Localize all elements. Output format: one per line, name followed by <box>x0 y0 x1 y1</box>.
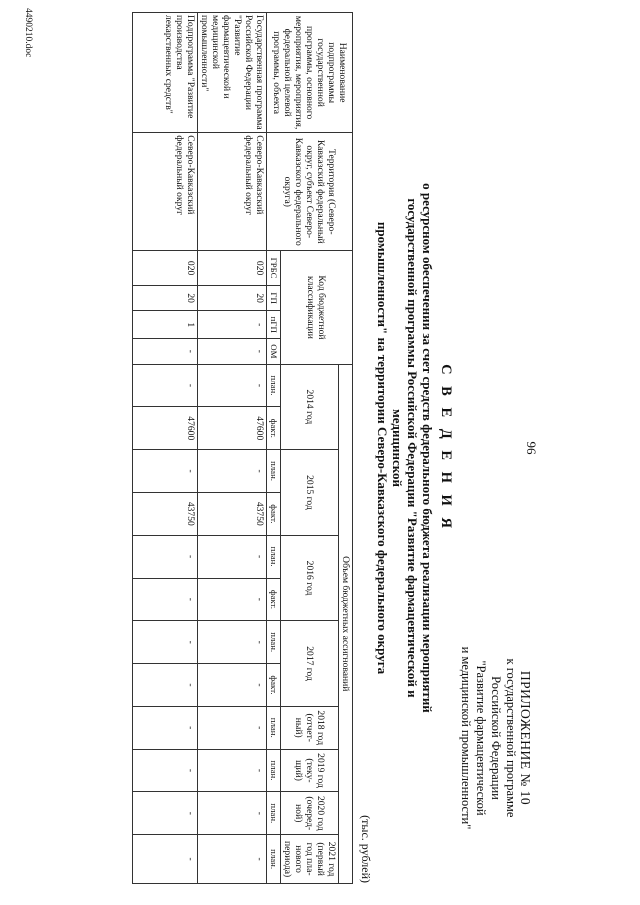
cell-2017-plan: - <box>198 621 267 664</box>
cell-gp: 20 <box>133 285 198 310</box>
cell-2018: - <box>133 706 198 749</box>
col-territory-header: Территория (Северо-Кавказский федеральный округ, субъект Северо-Кавказского федерального округа) <box>267 133 353 251</box>
plan-header: план. <box>267 450 281 493</box>
table-row <box>133 13 198 884</box>
cell-2018: - <box>198 706 267 749</box>
cell-2015-plan: - <box>198 450 267 493</box>
cell-2014-fact: 47600 <box>133 407 198 450</box>
plan-header: план. <box>267 835 281 884</box>
cell-2021: - <box>133 835 198 884</box>
appendix-heading: ПРИЛОЖЕНИЕ № 10 <box>518 670 533 806</box>
fact-header: факт. <box>267 492 281 535</box>
code-pgp-header: пГП <box>267 311 281 339</box>
cell-2016-plan: - <box>133 535 198 578</box>
appendix-line: к государственной программе <box>504 658 518 818</box>
plan-header: план. <box>267 706 281 749</box>
cell-2020: - <box>133 792 198 835</box>
row-name: Подпрограмма "Развитие производства лекарственных средств" <box>133 13 198 133</box>
table-row <box>198 13 267 884</box>
cell-grbs: 020 <box>198 251 267 286</box>
code-gp-header: ГП <box>267 285 281 310</box>
year-header: 2016 год <box>281 535 339 621</box>
year-header: 2020 год (очеред-ной) <box>281 792 339 835</box>
page-number: 96 <box>524 441 539 455</box>
plan-header: план. <box>267 535 281 578</box>
cell-2017-plan: - <box>133 621 198 664</box>
document-title <box>375 168 453 728</box>
header-row <box>339 13 353 884</box>
title-line: промышленности" на территории Северо-Кавказского федерального округа <box>375 221 390 675</box>
fact-header: факт. <box>267 407 281 450</box>
col-code-header: Код бюджетной классификации <box>281 251 353 364</box>
cell-2016-fact: - <box>133 578 198 621</box>
cell-2015-fact: 43750 <box>198 492 267 535</box>
fact-header: факт. <box>267 578 281 621</box>
appendix-line: и медицинской промышленности" <box>459 646 473 830</box>
year-header: 2014 год <box>281 364 339 450</box>
document-id: 4490210.doc <box>23 8 33 58</box>
col-volume-header: Объем бюджетных ассигнований <box>339 364 353 883</box>
cell-2017-fact: - <box>133 664 198 707</box>
code-om-header: ОМ <box>267 339 281 364</box>
row-name: Государственная программа Российской Федерации "Развитие фармацевтической и медицинской промышленности" <box>198 13 267 133</box>
plan-header: план. <box>267 749 281 792</box>
cell-2015-plan: - <box>133 450 198 493</box>
title-line: государственной программы Российской Федерации "Развитие фармацевтической и медицинской <box>390 198 420 698</box>
code-grbs-header: ГРБС <box>267 251 281 286</box>
year-header: 2015 год <box>281 450 339 536</box>
budget-table <box>132 12 353 884</box>
plan-header: план. <box>267 792 281 835</box>
fact-header: факт. <box>267 664 281 707</box>
row-territory: Северо-Кавказский федеральный округ <box>198 133 267 251</box>
cell-2019: - <box>133 749 198 792</box>
appendix-line: "Развитие фармацевтической <box>474 660 488 816</box>
year-header: 2017 год <box>281 621 339 707</box>
cell-pgp: 1 <box>133 311 198 339</box>
cell-2016-plan: - <box>198 535 267 578</box>
cell-2020: - <box>198 792 267 835</box>
cell-2021: - <box>198 835 267 884</box>
cell-om: - <box>133 339 198 364</box>
cell-2014-fact: 47600 <box>198 407 267 450</box>
cell-2016-fact: - <box>198 578 267 621</box>
cell-2014-plan: - <box>133 364 198 407</box>
cell-gp: 20 <box>198 285 267 310</box>
year-header: 2021 год (первый год пла-нового периода) <box>281 835 339 884</box>
appendix-block <box>458 608 533 868</box>
rotated-content <box>20 8 545 888</box>
title-line: о ресурсном обеспечении за счет средств федерального бюджета реализации мероприятий <box>420 183 435 713</box>
cell-om: - <box>198 339 267 364</box>
year-header: 2018 год (отчет-ный) <box>281 706 339 749</box>
cell-grbs: 020 <box>133 251 198 286</box>
cell-2014-plan: - <box>198 364 267 407</box>
year-header: 2019 год (теку-щий) <box>281 749 339 792</box>
plan-header: план. <box>267 621 281 664</box>
appendix-line: Российской Федерации <box>489 676 503 800</box>
plan-header: план. <box>267 364 281 407</box>
col-name-header: Наименование подпрограммы государственной программы, основного мероприятия, мероприятия, федеральной целевой программы, объекта <box>267 13 353 133</box>
cell-2017-fact: - <box>198 664 267 707</box>
cell-2019: - <box>198 749 267 792</box>
units-label: (тыс. рублей) <box>359 815 373 883</box>
cell-pgp: - <box>198 311 267 339</box>
cell-2015-fact: 43750 <box>133 492 198 535</box>
title-main: С В Е Д Е Н И Я <box>438 364 454 532</box>
row-territory: Северо-Кавказский федеральный округ <box>133 133 198 251</box>
